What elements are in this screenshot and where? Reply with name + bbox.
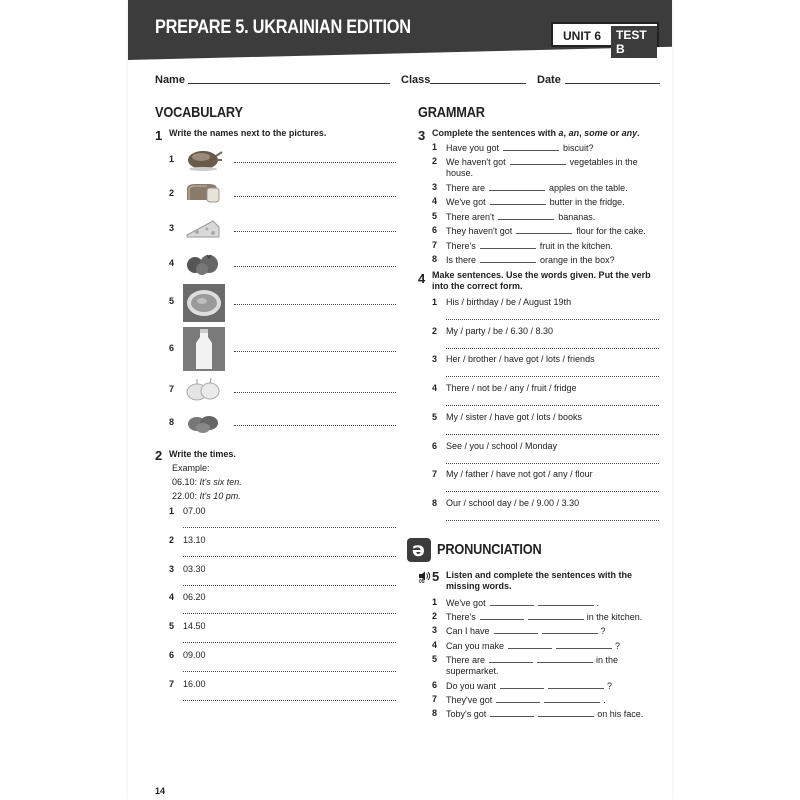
q3-sentence-start: Have you got: [446, 143, 500, 153]
onions-picture: [183, 376, 223, 407]
date-label: Date: [537, 74, 561, 86]
q3-sentence: [446, 225, 646, 236]
q5-sentence: [446, 680, 612, 691]
q3-word-an: an: [568, 128, 580, 138]
question-1-number: 1: [155, 128, 163, 143]
q5-item-number: 8: [432, 708, 438, 718]
q3-instruction: Complete the sentences with: [432, 128, 559, 138]
time-item-number: 2: [169, 534, 175, 545]
q3-sentence: [446, 142, 594, 153]
question-2-text: Write the times.: [169, 449, 236, 459]
unit-label: UNIT 6: [563, 29, 602, 43]
q5-answer-blank-2[interactable]: [544, 694, 600, 703]
vocab-answer-line[interactable]: [234, 231, 396, 232]
q5-answer-blank-1[interactable]: [480, 611, 524, 620]
vocab-item-number: 3: [169, 223, 175, 233]
time-item-number: 6: [169, 650, 175, 660]
q5-answer-blank-1[interactable]: [489, 654, 533, 663]
q5-sentence-start: We've got: [446, 598, 486, 608]
schwa-icon: [407, 538, 431, 562]
q3-sentence: [446, 211, 595, 222]
q4-prompt: My / sister / have got / lots / books: [446, 411, 583, 422]
time-item-number: 1: [169, 506, 175, 516]
time-value: 06.20: [183, 592, 206, 603]
time-answer-line[interactable]: [183, 700, 396, 701]
q5-item-number: 4: [432, 640, 438, 650]
q5-sentence-start: There are: [446, 655, 486, 665]
time-value: 14.50: [183, 621, 206, 632]
q5-sentence-end: ?: [607, 681, 613, 691]
vocab-item-number: 2: [169, 188, 175, 198]
q3-sentence-start: Is there: [446, 255, 477, 265]
question-3-number: 3: [418, 128, 426, 143]
question-3-text: [432, 128, 640, 139]
time-item-number: 7: [169, 678, 175, 689]
q3-sentence-end: fruit in the kitchen.: [539, 241, 613, 251]
question-5-number: 5: [432, 569, 440, 584]
q3-sentence-end: butter in the fridge.: [549, 197, 625, 207]
q3-sentence: [446, 254, 615, 265]
time-item-number: 5: [169, 621, 175, 632]
vocab-answer-line[interactable]: [234, 392, 396, 393]
q4-prompt: See / you / school / Monday: [446, 440, 558, 451]
name-field[interactable]: [188, 83, 390, 84]
q3-answer-blank[interactable]: [480, 240, 536, 249]
q3-word-any: any: [621, 128, 638, 138]
q4-answer-line[interactable]: [446, 491, 659, 492]
q4-prompt: There / not be / any / fruit / fridge: [446, 383, 577, 394]
q3-item-number: 1: [432, 142, 438, 152]
q3-item-number: 2: [432, 156, 438, 166]
name-label: Name: [155, 74, 185, 86]
q4-answer-line[interactable]: [446, 520, 659, 521]
q4-prompt: My / party / be / 6.30 / 8.30: [446, 325, 554, 336]
q3-answer-blank[interactable]: [503, 142, 559, 151]
q5-answer-blank-2[interactable]: [528, 611, 584, 620]
q3-answer-blank[interactable]: [490, 196, 546, 205]
q3-sentence: [446, 240, 613, 251]
class-label: Class: [401, 74, 431, 86]
time-answer-line[interactable]: [183, 642, 396, 643]
q5-answer-blank-1[interactable]: [508, 640, 552, 649]
q5-sentence: [446, 694, 606, 705]
q4-prompt: Our / school day / be / 9.00 / 3.30: [446, 497, 580, 508]
q5-sentence: [446, 654, 618, 665]
q3-item-number: 7: [432, 240, 438, 250]
vocab-answer-line[interactable]: [234, 425, 396, 426]
q5-sentence-continued: supermarket.: [446, 666, 499, 676]
q4-item-number: 4: [432, 383, 438, 394]
page-number: 14: [155, 786, 166, 796]
q4-answer-line[interactable]: [446, 319, 659, 320]
tomatoes-picture: [183, 250, 223, 281]
q3-sentence-start: We've got: [446, 197, 486, 207]
time-item-number: 3: [169, 563, 175, 574]
example-2-answer: It's 10 pm.: [199, 491, 241, 501]
soup-picture: [183, 284, 225, 327]
q3-sentence-end: bananas.: [558, 212, 596, 222]
q4-answer-line[interactable]: [446, 376, 659, 377]
question-1-text: Write the names next to the pictures.: [169, 128, 327, 138]
q3-sentence-end: apples on the table.: [549, 183, 628, 193]
q5-sentence: [446, 640, 620, 651]
question-2-number: 2: [155, 448, 163, 463]
q5-sentence-end: .: [596, 598, 600, 608]
time-value: 13.10: [183, 534, 206, 545]
q5-answer-blank-1[interactable]: [494, 625, 538, 634]
example-1-answer: It's six ten.: [199, 477, 242, 487]
q3-item-number: 4: [432, 196, 438, 206]
q3-sentence-start: There's: [446, 241, 476, 251]
q5-sentence: [446, 611, 642, 622]
vocab-item-number: 1: [169, 154, 175, 164]
q5-sentence-start: Can you make: [446, 641, 505, 651]
question-4-text: Make sentences. Use the words given. Put the verb into the correct form.: [432, 270, 651, 291]
q4-prompt: His / birthday / be / August 19th: [446, 297, 572, 307]
q3-sentence-start: There aren't: [446, 212, 495, 222]
q5-sentence-start: Can I have: [446, 626, 490, 636]
q4-item-number: 5: [432, 411, 438, 422]
q4-answer-line[interactable]: [446, 405, 659, 406]
page-title: PREPARE 5. UKRAINIAN EDITION: [155, 17, 411, 38]
q3-sentence-end: orange in the box?: [540, 255, 615, 265]
q5-answer-blank-1[interactable]: [500, 680, 544, 689]
example-2-time: 22.00:: [172, 491, 198, 501]
q5-item-number: 3: [432, 625, 438, 635]
q3-sep: or: [607, 128, 622, 138]
q5-answer-blank-2[interactable]: [538, 597, 594, 606]
vocab-answer-line[interactable]: [234, 162, 396, 163]
q5-answer-blank-2[interactable]: [542, 625, 598, 634]
chicken-picture: [183, 146, 223, 177]
q5-sentence: [446, 708, 643, 719]
q3-sentence-end: biscuit?: [563, 143, 594, 153]
q5-answer-blank-2[interactable]: [556, 640, 612, 649]
q3-sentence-start: There are: [446, 183, 486, 193]
bread-picture: [183, 180, 223, 211]
q3-answer-blank[interactable]: [489, 182, 545, 191]
q4-item-number: 8: [432, 497, 438, 508]
date-field[interactable]: [565, 83, 660, 84]
time-value: 09.00: [183, 650, 206, 660]
q3-item-number: 3: [432, 182, 438, 192]
audio-track-label: 05: [419, 579, 425, 585]
example-1: [172, 477, 242, 487]
q5-answer-blank-2[interactable]: [538, 708, 594, 717]
q3-sep: ,: [563, 128, 569, 138]
q5-sentence-start: They've got: [446, 695, 493, 705]
example-2: [172, 491, 241, 501]
q3-sentence: [446, 156, 638, 167]
q3-sentence-start: They haven't got: [446, 226, 513, 236]
q3-answer-blank[interactable]: [498, 211, 554, 220]
cheese-picture: [183, 215, 223, 246]
vocab-item-number: 6: [169, 343, 175, 353]
q5-answer-blank-2[interactable]: [548, 680, 604, 689]
time-answer-line[interactable]: [183, 527, 396, 528]
potatoes-picture: [183, 409, 223, 440]
q3-sentence-end: flour for the cake.: [576, 226, 646, 236]
q3-sentence-start: We haven't got: [446, 157, 506, 167]
vocab-answer-line[interactable]: [234, 304, 396, 305]
vocab-item-number: 5: [169, 296, 175, 306]
question-4-number: 4: [418, 271, 426, 286]
q5-sentence-end: .: [603, 695, 606, 705]
time-item-number: 4: [169, 592, 175, 603]
time-answer-line[interactable]: [183, 613, 396, 614]
schwa-glyph: ə: [412, 539, 425, 561]
q3-answer-blank[interactable]: [510, 156, 566, 165]
q5-sentence-end: ?: [615, 641, 621, 651]
q5-sentence-end: ?: [600, 626, 606, 636]
q5-sentence-start: Toby's got: [446, 709, 487, 719]
test-label: TEST B: [611, 26, 657, 58]
class-field[interactable]: [430, 83, 526, 84]
q5-item-number: 1: [432, 597, 438, 607]
q5-answer-blank-1[interactable]: [496, 694, 540, 703]
q5-sentence-end: on his face.: [597, 709, 644, 719]
q5-sentence-start: There's: [446, 612, 476, 622]
time-answer-line[interactable]: [183, 671, 396, 672]
q5-answer-blank-1[interactable]: [490, 708, 534, 717]
q3-item-number: 5: [432, 211, 438, 221]
vocab-item-number: 7: [169, 384, 175, 394]
q5-item-number: 2: [432, 611, 438, 621]
q4-prompt: Her / brother / have got / lots / friends: [446, 354, 595, 365]
q4-answer-line[interactable]: [446, 463, 659, 464]
q4-prompt: My / father / have not got / any / flour: [446, 469, 593, 480]
example-1-time: 06.10:: [172, 477, 198, 487]
vocab-item-number: 4: [169, 258, 175, 268]
q3-sentence: [446, 182, 628, 193]
q4-item-number: 6: [432, 440, 438, 451]
q5-sentence: [446, 597, 599, 608]
q4-answer-line[interactable]: [446, 434, 659, 435]
vocabulary-heading: VOCABULARY: [155, 104, 243, 121]
vocab-answer-line[interactable]: [234, 266, 396, 267]
milk-picture: [183, 327, 225, 376]
q3-item-number: 8: [432, 254, 438, 264]
time-value: 03.30: [183, 563, 206, 574]
q5-item-number: 5: [432, 654, 438, 664]
q4-item-number: 2: [432, 325, 438, 336]
unit-badge: [551, 22, 659, 56]
q4-answer-line[interactable]: [446, 348, 659, 349]
q5-item-number: 7: [432, 694, 438, 704]
time-value: 16.00: [183, 678, 206, 689]
grammar-heading: GRAMMAR: [418, 104, 485, 121]
q3-answer-blank[interactable]: [516, 225, 572, 234]
q3-sentence: [446, 196, 625, 207]
q5-answer-blank-2[interactable]: [537, 654, 593, 663]
q3-sep: ,: [579, 128, 585, 138]
q3-end: .: [637, 128, 640, 138]
pronunciation-heading: PRONUNCIATION: [437, 541, 542, 558]
q5-answer-blank-1[interactable]: [490, 597, 534, 606]
q3-word-some: some: [584, 128, 608, 138]
q5-sentence-start: Do you want: [446, 681, 497, 691]
q5-sentence-end: in the kitchen.: [586, 612, 643, 622]
q4-item-number: 7: [432, 469, 438, 480]
q3-sentence-end: vegetables in the: [569, 157, 638, 167]
vocab-answer-line[interactable]: [234, 351, 396, 352]
q5-sentence: [446, 625, 606, 636]
q3-answer-blank[interactable]: [480, 254, 536, 263]
q5-item-number: 6: [432, 680, 438, 690]
vocab-item-number: 8: [169, 417, 175, 427]
vocab-answer-line[interactable]: [234, 196, 396, 197]
time-value: 07.00: [183, 506, 206, 516]
question-5-text: Listen and complete the sentences with the missing words.: [446, 570, 633, 591]
q5-sentence-end: in the: [596, 655, 619, 665]
time-answer-line[interactable]: [183, 556, 396, 557]
q3-sentence-continued: house.: [446, 168, 474, 178]
q3-item-number: 6: [432, 225, 438, 235]
q3-word-a: a: [558, 128, 564, 138]
time-answer-line[interactable]: [183, 585, 396, 586]
example-label: Example:: [172, 463, 210, 473]
q4-item-number: 3: [432, 354, 438, 365]
q4-item-number: 1: [432, 297, 438, 307]
